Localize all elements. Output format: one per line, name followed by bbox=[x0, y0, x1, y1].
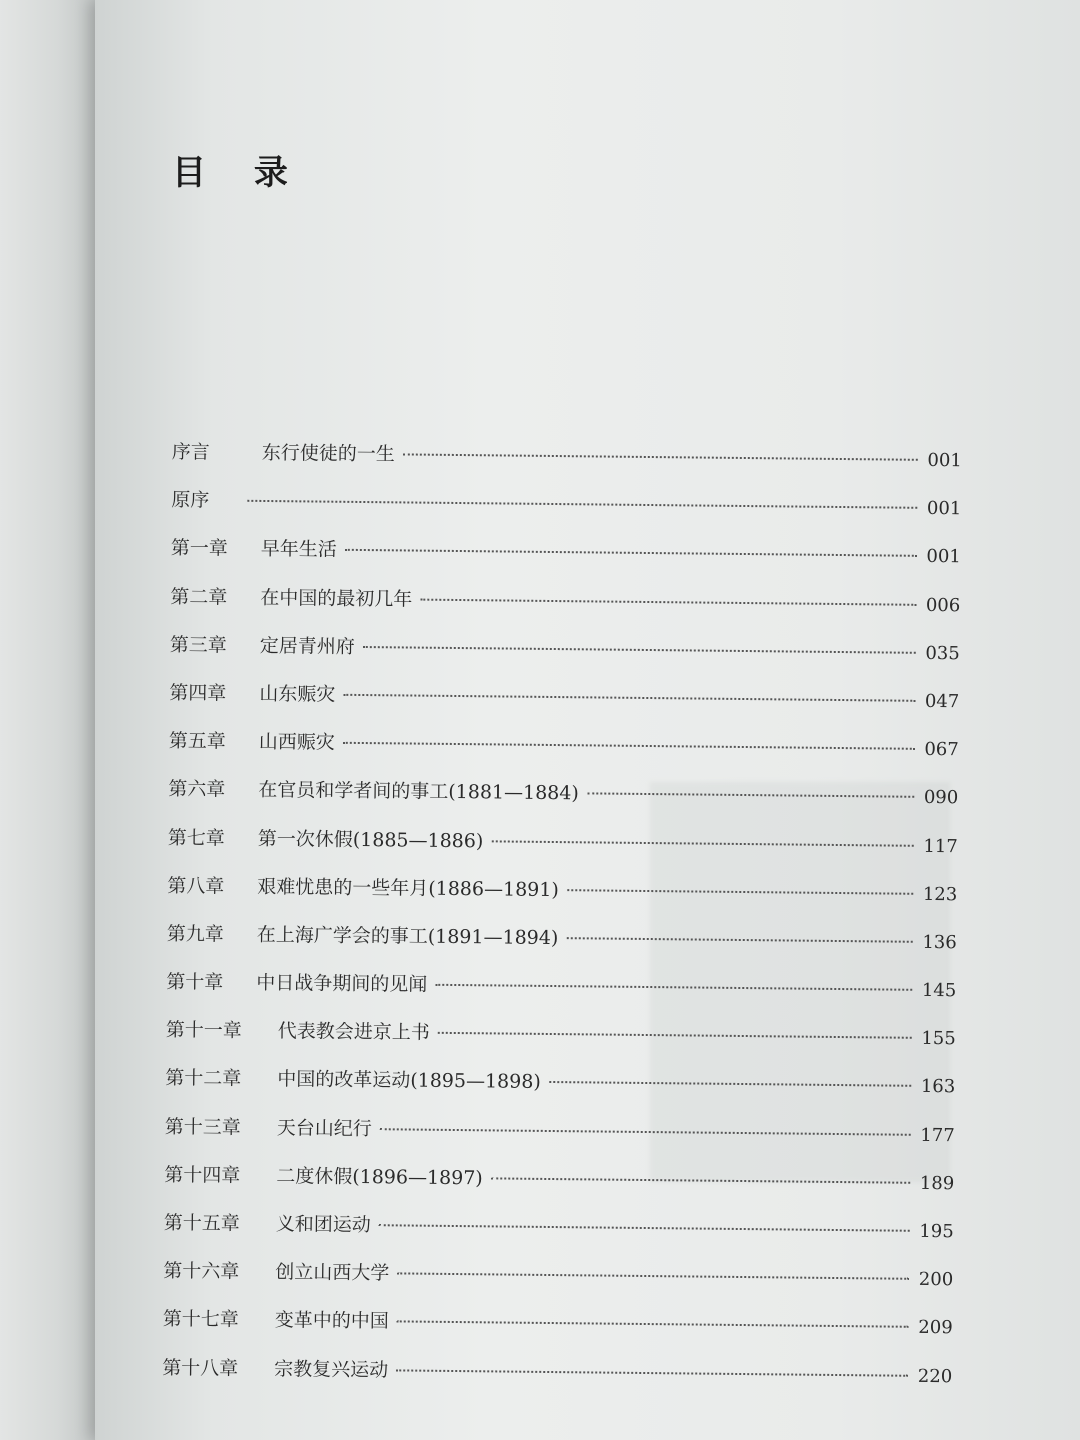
toc-page-number: 200 bbox=[918, 1269, 954, 1291]
toc-chapter-label: 第十二章 bbox=[165, 1067, 242, 1091]
dot-leader bbox=[403, 453, 918, 460]
toc-chapter-title: 在上海广学会的事工(1891—1894) bbox=[256, 923, 559, 949]
toc-chapter-label: 第四章 bbox=[169, 681, 227, 705]
toc-chapter-title: 第一次休假(1885—1886) bbox=[257, 827, 484, 852]
toc-chapter-label: 第十章 bbox=[166, 971, 224, 994]
toc-chapter-title: 变革中的中国 bbox=[274, 1309, 389, 1333]
toc-chapter-title: 创立山西大学 bbox=[275, 1261, 390, 1285]
toc-chapter-label: 序言 bbox=[171, 440, 210, 464]
dot-leader bbox=[566, 937, 912, 943]
toc-chapter-title: 艰难忧患的一些年月(1886—1891) bbox=[257, 875, 559, 901]
toc-entry bbox=[162, 1353, 952, 1409]
dot-leader bbox=[363, 646, 916, 654]
toc-entry bbox=[163, 1208, 953, 1264]
toc-chapter-label: 第十一章 bbox=[165, 1019, 242, 1043]
toc-entry bbox=[166, 919, 956, 975]
toc-page-number: 123 bbox=[922, 883, 958, 905]
toc-page-number: 047 bbox=[924, 690, 960, 713]
dot-leader bbox=[343, 694, 915, 702]
toc-page-number: 155 bbox=[921, 1028, 956, 1050]
toc-page-number: 195 bbox=[919, 1220, 954, 1243]
toc-chapter-label: 第九章 bbox=[166, 922, 224, 946]
toc-chapter-title: 在官员和学者间的事工(1881—1884) bbox=[258, 779, 579, 805]
toc-entry bbox=[169, 630, 959, 686]
toc-chapter-label: 第六章 bbox=[168, 778, 226, 801]
dot-leader bbox=[435, 984, 912, 991]
toc-entry bbox=[169, 678, 959, 734]
dot-leader bbox=[567, 889, 913, 895]
toc-entry bbox=[164, 1112, 954, 1168]
dot-leader bbox=[491, 1177, 910, 1183]
dot-leader bbox=[420, 598, 916, 605]
toc-page-number: 001 bbox=[927, 449, 962, 472]
toc-entry bbox=[167, 822, 957, 878]
toc-entry bbox=[165, 1063, 955, 1119]
toc-page-number: 220 bbox=[917, 1365, 953, 1387]
toc-chapter-title: 义和团运动 bbox=[275, 1213, 371, 1237]
dot-leader bbox=[397, 1273, 909, 1280]
toc-chapter-label: 第十六章 bbox=[163, 1260, 240, 1283]
dot-leader bbox=[438, 1032, 912, 1039]
toc-chapter-label: 第十四章 bbox=[164, 1163, 241, 1187]
toc-page-number: 189 bbox=[919, 1172, 955, 1195]
toc-page-number: 136 bbox=[922, 931, 957, 954]
toc-entry bbox=[170, 582, 960, 638]
toc-chapter-label: 第二章 bbox=[170, 585, 228, 609]
toc-chapter-label: 第三章 bbox=[169, 633, 227, 657]
toc-entry bbox=[162, 1304, 952, 1360]
toc-chapter-label: 第八章 bbox=[167, 874, 225, 898]
dot-leader bbox=[491, 840, 913, 846]
toc-chapter-title: 代表教会进京上书 bbox=[277, 1020, 430, 1044]
dot-leader bbox=[380, 1128, 911, 1136]
toc-page-number: 006 bbox=[925, 594, 961, 616]
toc-entry bbox=[171, 485, 961, 541]
toc-page-number: 145 bbox=[921, 979, 957, 1002]
toc-page-number: 117 bbox=[923, 835, 958, 857]
dot-leader bbox=[549, 1081, 911, 1087]
toc-chapter-title: 天台山纪行 bbox=[276, 1116, 372, 1140]
toc-chapter-title: 在中国的最初几年 bbox=[260, 586, 413, 611]
toc-chapter-label: 第五章 bbox=[168, 730, 226, 753]
dot-leader bbox=[587, 793, 914, 798]
toc-entry bbox=[164, 1160, 954, 1216]
toc-chapter-title: 中日战争期间的见闻 bbox=[256, 971, 428, 996]
toc-chapter-title: 二度休假(1896—1897) bbox=[276, 1164, 483, 1190]
toc-chapter-title: 定居青州府 bbox=[259, 634, 355, 658]
toc-page-number: 209 bbox=[918, 1317, 953, 1339]
toc-chapter-title: 宗教复兴运动 bbox=[274, 1357, 389, 1381]
toc-entry bbox=[168, 726, 958, 782]
toc-entry bbox=[167, 871, 957, 927]
toc-page-number: 163 bbox=[920, 1076, 956, 1098]
dot-leader bbox=[345, 549, 917, 557]
toc-chapter-title: 东行使徒的一生 bbox=[261, 441, 395, 466]
toc-chapter-label: 第十五章 bbox=[163, 1211, 240, 1235]
toc-chapter-label: 第十三章 bbox=[164, 1115, 241, 1139]
toc-chapter-label: 第七章 bbox=[167, 826, 225, 850]
toc-chapter-title: 山西赈灾 bbox=[258, 731, 335, 754]
toc-entry bbox=[171, 437, 961, 493]
toc-chapter-label: 第十七章 bbox=[162, 1308, 239, 1332]
toc-page-number: 090 bbox=[923, 787, 959, 809]
toc-page-number: 001 bbox=[926, 546, 961, 568]
toc-chapter-title: 中国的改革运动(1895—1898) bbox=[277, 1068, 541, 1094]
toc-chapter-label: 第十八章 bbox=[162, 1356, 239, 1380]
dot-leader bbox=[379, 1224, 910, 1232]
toc-entry bbox=[166, 967, 956, 1023]
toc-chapter-label: 第一章 bbox=[170, 537, 228, 560]
dot-leader bbox=[247, 500, 917, 509]
toc-entry bbox=[170, 533, 960, 589]
toc-page-number: 001 bbox=[926, 498, 962, 520]
toc-page-number: 035 bbox=[925, 642, 960, 665]
toc-chapter-label: 原序 bbox=[171, 489, 210, 512]
toc-entry bbox=[168, 774, 958, 830]
toc-chapter-title: 早年生活 bbox=[260, 538, 337, 562]
dot-leader bbox=[343, 742, 915, 750]
page-gutter bbox=[0, 0, 95, 1440]
toc-entry bbox=[165, 1015, 955, 1071]
toc-chapter-title: 山东赈灾 bbox=[259, 682, 336, 706]
dot-leader bbox=[397, 1321, 909, 1328]
toc-entry bbox=[163, 1256, 953, 1312]
page-title: 目 录 bbox=[172, 152, 306, 193]
toc-page-number: 067 bbox=[924, 739, 959, 761]
toc-page-number: 177 bbox=[920, 1124, 955, 1146]
dot-leader bbox=[396, 1369, 908, 1376]
page-edge-mark bbox=[1015, 230, 1035, 390]
table-of-contents bbox=[162, 437, 962, 1409]
